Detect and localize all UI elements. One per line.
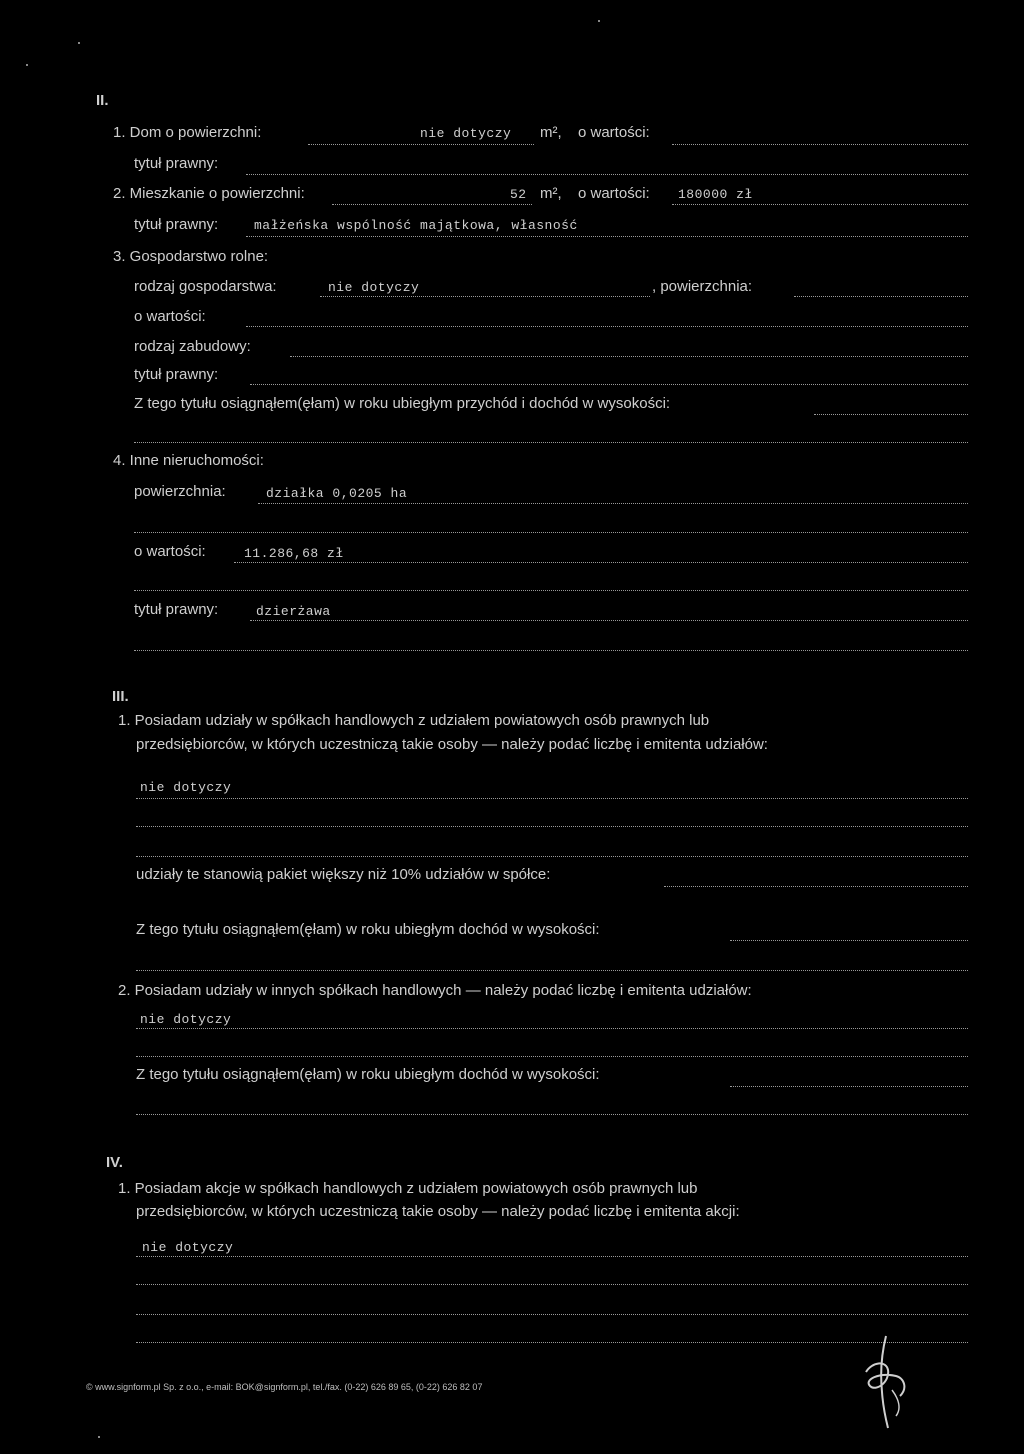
farm-type-label: rodzaj gospodarstwa:: [134, 278, 277, 295]
farm-income-label: Z tego tytułu osiągnąłem(ęłam) w roku ubiegłym przychód i dochód w wysokości:: [134, 395, 671, 412]
flat-title-line: [246, 236, 968, 237]
other-area-label: powierzchnia:: [134, 483, 226, 500]
stocks-powiat-line-1: 1. Posiadam akcje w spółkach handlowych z udziałem powiatowych osób prawnych lub: [118, 1180, 698, 1197]
shares-other-line: [136, 1028, 968, 1029]
stocks-powiat-value: nie dotyczy: [142, 1240, 234, 1255]
section-ii-heading: II.: [96, 92, 109, 109]
stocks-powiat-line-2: przedsiębiorców, w których uczestniczą takie osoby — należy podać liczbę i emitenta akcji:: [136, 1203, 740, 1220]
shares-powiat-line-1: 1. Posiadam udziały w spółkach handlowych z udziałem powiatowych osób prawnych lub: [118, 712, 710, 729]
shares-other-income-line-2: [136, 1114, 968, 1115]
section-iv-heading: IV.: [106, 1154, 123, 1171]
stocks-powiat-line-2: [136, 1284, 968, 1285]
footer-text: © www.signform.pl Sp. z o.o., e-mail: BOK@signform.pl, tel./fax. (0-22) 626 89 65, (0-22) 626 82 07: [86, 1382, 483, 1392]
signature-mark: [852, 1332, 922, 1432]
scan-speck: [78, 42, 80, 44]
farm-title-label: tytuł prawny:: [134, 366, 219, 383]
other-property-label: 4. Inne nieruchomości:: [113, 452, 264, 469]
farm-income-line-2: [134, 442, 968, 443]
other-value: 11.286,68 zł: [244, 546, 344, 561]
flat-value-line: [672, 204, 968, 205]
stocks-powiat-line-3: [136, 1314, 968, 1315]
shares-powiat-line-3: [136, 856, 968, 857]
other-area-line-2: [134, 532, 968, 533]
farm-building-line: [290, 356, 968, 357]
farm-income-line: [814, 414, 968, 415]
other-title-line-2: [134, 650, 968, 651]
farm-title-line: [250, 384, 968, 385]
shares-package-label: udziały te stanowią pakiet większy niż 10% udziałów w spółce:: [136, 866, 551, 883]
shares-other-income-line: [730, 1086, 968, 1087]
scan-speck: [98, 1436, 100, 1438]
other-area-value: działka 0,0205 ha: [266, 486, 408, 501]
shares-powiat-income-line-2: [136, 970, 968, 971]
farm-label: 3. Gospodarstwo rolne:: [113, 248, 269, 265]
shares-other-value: nie dotyczy: [140, 1012, 232, 1027]
scan-speck: [26, 64, 28, 66]
house-area-value: nie dotyczy: [420, 126, 512, 141]
flat-title-value: małżeńska wspólność majątkowa, własność: [254, 218, 578, 233]
shares-other-line-1: 2. Posiadam udziały w innych spółkach handlowych — należy podać liczbę i emitenta udziałów:: [118, 982, 752, 999]
house-title-line: [246, 174, 968, 175]
shares-powiat-line-2: [136, 826, 968, 827]
other-value-label: o wartości:: [134, 543, 206, 560]
flat-area-line: [332, 204, 532, 205]
flat-value: 180000 zł: [678, 187, 753, 202]
other-title-value: dzierżawa: [256, 604, 331, 619]
house-unit: m²,: [540, 124, 562, 141]
farm-type-value: nie dotyczy: [328, 280, 420, 295]
flat-value-label: o wartości:: [578, 185, 650, 202]
shares-powiat-value: nie dotyczy: [140, 780, 232, 795]
shares-other-income-label: Z tego tytułu osiągnąłem(ęłam) w roku ubiegłym dochód w wysokości:: [136, 1066, 600, 1083]
house-value-line: [672, 144, 968, 145]
farm-value-label: o wartości:: [134, 308, 206, 325]
farm-value-line: [246, 326, 968, 327]
house-title-label: tytuł prawny:: [134, 155, 219, 172]
farm-building-label: rodzaj zabudowy:: [134, 338, 251, 355]
flat-label: 2. Mieszkanie o powierzchni:: [113, 185, 305, 202]
shares-powiat-line: [136, 798, 968, 799]
other-title-label: tytuł prawny:: [134, 601, 219, 618]
house-label: 1. Dom o powierzchni:: [113, 124, 262, 141]
shares-powiat-income-label: Z tego tytułu osiągnąłem(ęłam) w roku ubiegłym dochód w wysokości:: [136, 921, 600, 938]
other-title-line: [250, 620, 968, 621]
section-iii-heading: III.: [112, 688, 129, 705]
flat-title-label: tytuł prawny:: [134, 216, 219, 233]
stocks-powiat-line: [136, 1256, 968, 1257]
house-value-label: o wartości:: [578, 124, 650, 141]
farm-type-line: [320, 296, 650, 297]
other-value-line-2: [134, 590, 968, 591]
shares-package-line: [664, 886, 968, 887]
shares-other-line-2: [136, 1056, 968, 1057]
farm-area-line: [794, 296, 968, 297]
shares-powiat-line-2: przedsiębiorców, w których uczestniczą takie osoby — należy podać liczbę i emitenta udziałów:: [136, 736, 768, 753]
farm-area-label: , powierzchnia:: [652, 278, 753, 295]
flat-area-value: 52: [510, 187, 527, 202]
shares-powiat-income-line: [730, 940, 968, 941]
house-area-line: [308, 144, 534, 145]
other-area-line: [258, 503, 968, 504]
flat-unit: m²,: [540, 185, 562, 202]
other-value-line: [234, 562, 968, 563]
scan-speck: [598, 20, 600, 22]
stocks-powiat-line-4: [136, 1342, 968, 1343]
